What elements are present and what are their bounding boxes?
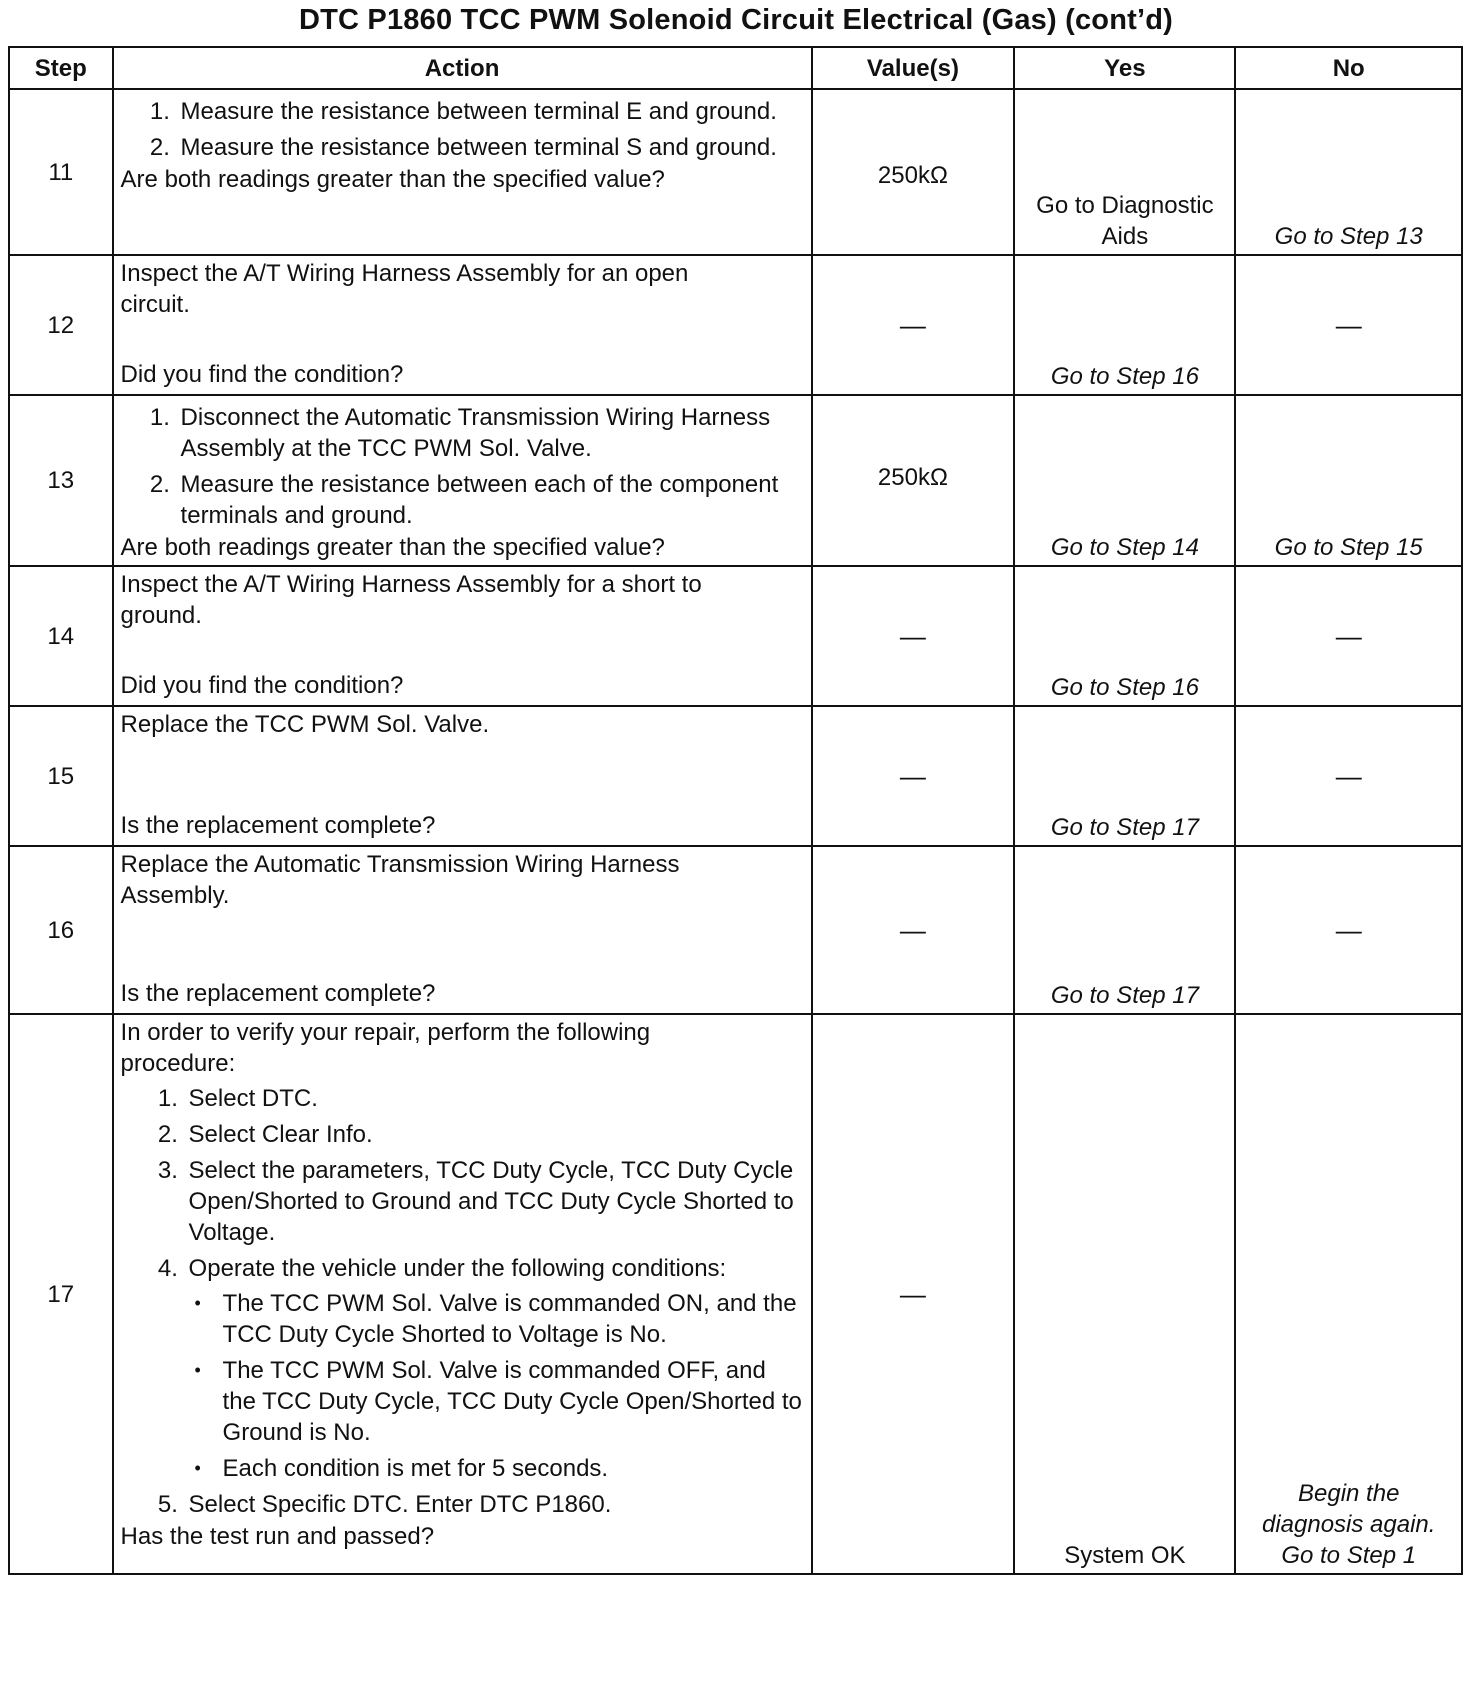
no-cell: Go to Step 15 — [1235, 395, 1462, 566]
action-question: Did you find the condition? — [120, 361, 404, 388]
page-title: DTC P1860 TCC PWM Solenoid Circuit Electrical (Gas) (cont’d) — [298, 4, 1174, 36]
yes-cell: Go to Step 14 — [1014, 395, 1235, 566]
action-step — [185, 1253, 805, 1484]
table-row — [9, 706, 1462, 846]
no-cell: — — [1235, 706, 1462, 846]
value-cell: — — [812, 566, 1015, 706]
action-step: 2. Measure the resistance between each of the component terminals and ground. — [177, 469, 805, 531]
table-row — [9, 846, 1462, 1014]
no-cell: — — [1235, 255, 1462, 395]
action-question: Are both readings greater than the specified value? — [120, 166, 665, 193]
action-question: Did you find the condition? — [120, 672, 404, 699]
header-yes: Yes — [1014, 47, 1235, 89]
header-values: Value(s) — [812, 47, 1015, 89]
value-cell: — — [812, 846, 1015, 1014]
action-cell — [113, 395, 812, 566]
value-cell: 250kΩ — [812, 395, 1015, 566]
yes-cell: Go to Step 16 — [1014, 566, 1235, 706]
action-step: 3. Select the parameters, TCC Duty Cycle, TCC Duty Cycle Open/Shorted to Ground and TCC Duty Cycle Shorted to Voltage. — [185, 1155, 805, 1248]
action-cell — [113, 706, 812, 846]
action-step: 2. Measure the resistance between terminal S and ground. — [177, 132, 805, 163]
no-cell: Begin the diagnosis again. Go to Step 1 — [1235, 1014, 1462, 1574]
header-no: No — [1235, 47, 1462, 89]
table-header-row — [9, 47, 1462, 89]
action-question: Is the replacement complete? — [120, 812, 436, 839]
action-step: 2. Select Clear Info. — [185, 1119, 805, 1150]
no-cell: Go to Step 13 — [1235, 89, 1462, 255]
no-cell: — — [1235, 566, 1462, 706]
action-step-text: Operate the vehicle under the following conditions: — [188, 1255, 727, 1282]
value-cell: — — [812, 706, 1015, 846]
yes-cell: Go to Step 17 — [1014, 846, 1235, 1014]
action-intro: In order to verify your repair, perform the following procedure: — [120, 1019, 651, 1077]
diagnostic-table — [8, 46, 1463, 1575]
action-question: Is the replacement complete? — [120, 980, 436, 1007]
action-text: Inspect the A/T Wiring Harness Assembly for an open circuit. — [120, 260, 689, 318]
action-cell — [113, 255, 812, 395]
action-cell — [113, 1014, 812, 1574]
action-cell — [113, 566, 812, 706]
header-step: Step — [9, 47, 113, 89]
table-row — [9, 1014, 1462, 1574]
action-step: 1. Select DTC. — [185, 1083, 805, 1114]
action-cell — [113, 89, 812, 255]
yes-cell: System OK — [1014, 1014, 1235, 1574]
action-question: Are both readings greater than the specified value? — [120, 534, 665, 561]
step-number: 14 — [9, 566, 113, 706]
step-number: 11 — [9, 89, 113, 255]
step-number: 17 — [9, 1014, 113, 1574]
action-step: 5. Select Specific DTC. Enter DTC P1860. — [185, 1489, 805, 1520]
condition-bullet: • The TCC PWM Sol. Valve is commanded ON, and the TCC Duty Cycle Shorted to Voltage is No. — [217, 1288, 805, 1350]
step-number: 15 — [9, 706, 113, 846]
condition-bullet: • Each condition is met for 5 seconds. — [217, 1453, 805, 1484]
step-number: 12 — [9, 255, 113, 395]
table-row — [9, 566, 1462, 706]
yes-cell: Go to Step 17 — [1014, 706, 1235, 846]
table-row — [9, 89, 1462, 255]
action-text: Replace the Automatic Transmission Wiring Harness Assembly. — [120, 851, 680, 909]
action-step: 1. Disconnect the Automatic Transmission Wiring Harness Assembly at the TCC PWM Sol. Valve. — [177, 402, 805, 464]
no-cell: — — [1235, 846, 1462, 1014]
step-number: 16 — [9, 846, 113, 1014]
header-action: Action — [113, 47, 812, 89]
yes-cell: Go to Diagnostic Aids — [1014, 89, 1235, 255]
condition-bullet: • The TCC PWM Sol. Valve is commanded OFF, and the TCC Duty Cycle, TCC Duty Cycle Open/Shorted to Ground is No. — [217, 1355, 805, 1448]
step-number: 13 — [9, 395, 113, 566]
action-step: 1. Measure the resistance between terminal E and ground. — [177, 96, 805, 127]
table-row — [9, 395, 1462, 566]
action-text: Inspect the A/T Wiring Harness Assembly for a short to ground. — [120, 571, 702, 629]
yes-cell: Go to Step 16 — [1014, 255, 1235, 395]
action-text: Replace the TCC PWM Sol. Valve. — [120, 711, 490, 738]
action-cell — [113, 846, 812, 1014]
value-cell: — — [812, 255, 1015, 395]
action-question: Has the test run and passed? — [120, 1523, 435, 1550]
value-cell: — — [812, 1014, 1015, 1574]
table-row — [9, 255, 1462, 395]
value-cell: 250kΩ — [812, 89, 1015, 255]
